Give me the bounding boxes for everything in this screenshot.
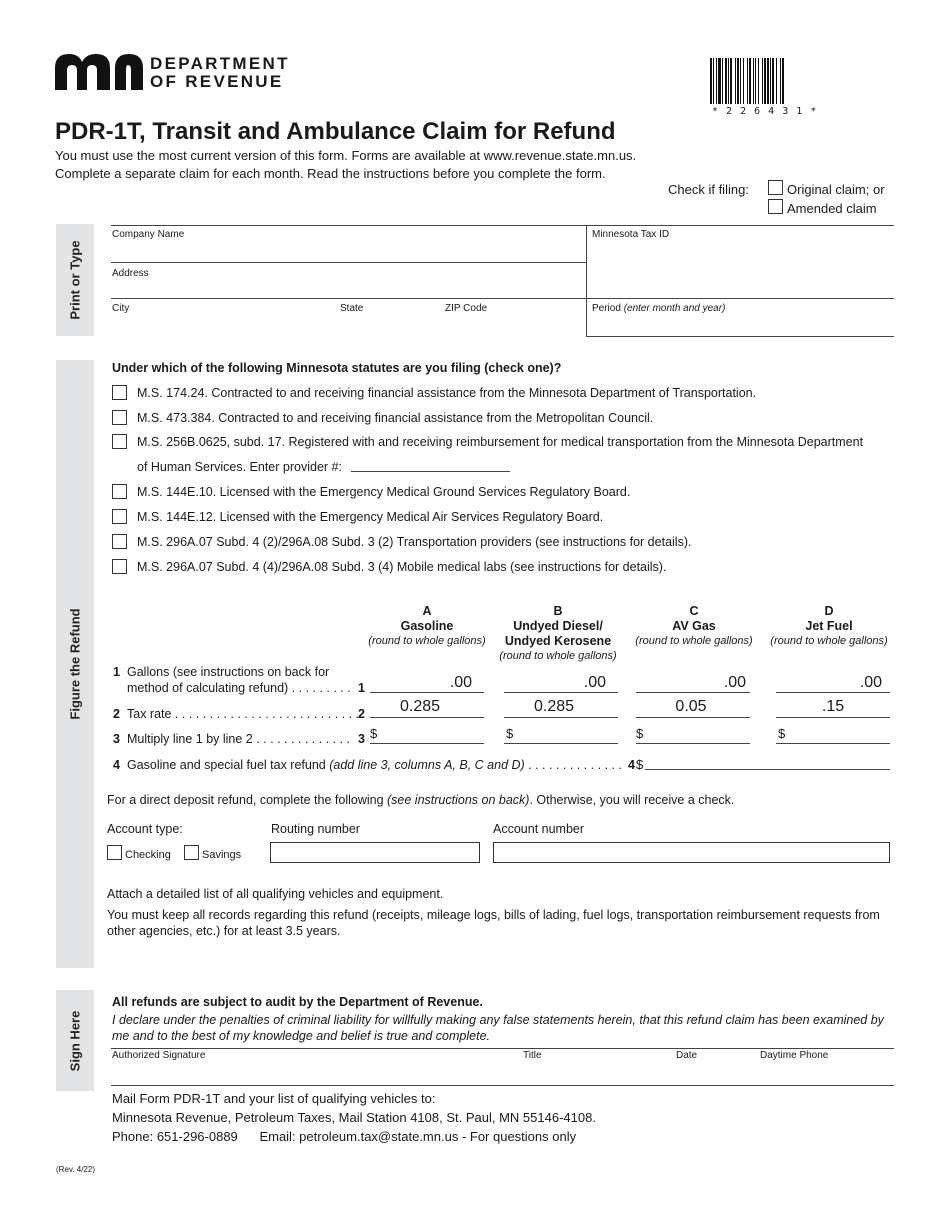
line-3-col-b-field[interactable] [504, 743, 618, 744]
line-1-col-a[interactable]: .00 [449, 674, 472, 691]
line-3-col-a-field[interactable] [370, 743, 484, 744]
revision-note: (Rev. 4/22) [56, 1165, 95, 1174]
column-hint: (round to whole gallons) [770, 635, 888, 647]
line-2-col-c-underline [636, 717, 750, 718]
routing-number-label: Routing number [271, 822, 360, 836]
sidebar-print-or-type [56, 224, 94, 336]
line-2-col-a[interactable]: 0.285 [399, 698, 441, 715]
statute-label-5: M.S. 144E.12. Licensed with the Emergency Medical Air Services Regulatory Board. [137, 510, 604, 524]
column-name: Gasoline [400, 619, 454, 633]
mail-line-3: Phone: 651-296-0889 Email: petroleum.tax@state.mn.us - For questions only [112, 1129, 577, 1144]
statute-label-6: M.S. 296A.07 Subd. 4 (2)/296A.08 Subd. 3 (2) Transportation providers (see instructions for details). [137, 535, 692, 549]
records-note: You must keep all records regarding this refund (receipts, mileage logs, bills of lading, fuel logs, transportation reimbursement requests from other agencies, etc.) for at least 3.5 years. [107, 908, 880, 938]
line-1-col-d[interactable]: .00 [859, 674, 882, 691]
line-3-col-d-field[interactable] [776, 743, 890, 744]
mn-tax-id-label: Minnesota Tax ID [592, 229, 670, 240]
line-3-col-c-field[interactable] [636, 743, 750, 744]
divider [586, 225, 587, 336]
audit-statement: All refunds are subject to audit by the Department of Revenue. [112, 995, 483, 1009]
sidebar-sign-label: Sign Here [67, 1010, 83, 1071]
attach-note: Attach a detailed list of all qualifying vehicles and equipment. [107, 887, 444, 901]
column-letter: A [422, 604, 432, 618]
check-if-filing-label: Check if filing: [668, 182, 749, 197]
mn-logo [55, 54, 145, 90]
line-4-label: 4 [628, 758, 635, 772]
line-2-col-b[interactable]: 0.285 [533, 698, 575, 715]
barcode-text: * 2 2 6 4 3 1 * [712, 106, 818, 117]
line-1-col-c-underline [636, 692, 750, 693]
line-1-label: 1 [358, 681, 365, 695]
divider [111, 225, 894, 226]
dollar-sign: $ [778, 726, 786, 741]
column-letter: D [824, 604, 834, 618]
line-1-text-b: method of calculating refund) . . . . . . . . . [127, 681, 351, 695]
statute-checkbox-7[interactable] [112, 559, 127, 574]
line-4-text [127, 758, 622, 772]
account-number-label: Account number [493, 822, 585, 836]
account-type-label: Account type: [107, 822, 183, 836]
signature-line[interactable] [111, 1085, 894, 1086]
line-4-text-b: (add line 3, columns A, B, C and D) [329, 758, 525, 772]
column-header-b [492, 604, 624, 664]
column-name-2: Undyed Kerosene [504, 634, 612, 648]
line-1-col-d-underline [776, 692, 890, 693]
original-claim-checkbox[interactable] [768, 180, 783, 195]
amended-claim-label: Amended claim [787, 201, 877, 216]
direct-deposit-intro [107, 793, 734, 807]
intro-line-2: Complete a separate claim for each month. Read the instructions before you complete the form. [55, 166, 606, 181]
savings-label: Savings [202, 849, 242, 861]
address-label: Address [112, 268, 149, 279]
line-2-col-d[interactable]: .15 [821, 698, 845, 715]
divider [586, 336, 894, 337]
state-label: State [340, 303, 364, 314]
deposit-intro-b: (see instructions on back) [387, 793, 530, 807]
logo-text-2: OF REVENUE [150, 72, 284, 91]
period-label [592, 303, 725, 314]
sidebar-figure-the-refund [56, 360, 94, 968]
divider [111, 1048, 894, 1049]
divider [111, 262, 586, 263]
line-2-col-a-underline [370, 717, 484, 718]
dollar-sign: $ [636, 726, 644, 741]
line-4-refund-field[interactable] [645, 769, 890, 770]
statute-checkbox-3[interactable] [112, 434, 127, 449]
company-name-label: Company Name [112, 229, 185, 240]
line-2-col-b-underline [504, 717, 618, 718]
line-1-col-b-underline [504, 692, 618, 693]
statute-checkbox-6[interactable] [112, 534, 127, 549]
statute-checkbox-2[interactable] [112, 410, 127, 425]
period-hint: (enter month and year) [623, 303, 726, 314]
column-name: Undyed Diesel/ [513, 619, 603, 633]
authorized-signature-label: Authorized Signature [112, 1050, 206, 1061]
statute-label-3: M.S. 256B.0625, subd. 17. Registered with and receiving reimbursement for medical transportation from the Minnesota Department [137, 435, 864, 449]
column-hint: (round to whole gallons) [368, 635, 486, 647]
zip-label: ZIP Code [445, 303, 488, 314]
line-2-col-d-underline [776, 717, 890, 718]
barcode [710, 58, 830, 108]
line-2-number: 2 [113, 707, 120, 721]
deposit-intro-a: For a direct deposit refund, complete the following [107, 793, 388, 807]
line-2-text: Tax rate . . . . . . . . . . . . . . . . . . . . . . . . . . . [127, 707, 360, 721]
line-1-number: 1 [113, 665, 120, 679]
column-hint: (round to whole gallons) [635, 635, 753, 647]
statute-label-4: M.S. 144E.10. Licensed with the Emergency Medical Ground Services Regulatory Board. [137, 485, 631, 499]
title-label: Title [523, 1050, 542, 1061]
provider-number-field[interactable] [351, 471, 510, 472]
column-header-c [628, 604, 760, 649]
savings-checkbox[interactable] [184, 845, 199, 860]
line-3-number: 3 [113, 732, 120, 746]
daytime-phone-label: Daytime Phone [760, 1050, 829, 1061]
statutes-question: Under which of the following Minnesota statutes are you filing (check one)? [112, 361, 562, 375]
line-3-label: 3 [358, 732, 365, 746]
sidebar-figure-label: Figure the Refund [67, 608, 83, 720]
column-letter: B [553, 604, 563, 618]
dollar-sign: $ [636, 757, 644, 772]
column-header-a [362, 604, 492, 649]
statute-checkbox-1[interactable] [112, 385, 127, 400]
account-number-input[interactable] [493, 842, 890, 863]
mail-line-1: Mail Form PDR-1T and your list of qualifying vehicles to: [112, 1091, 436, 1106]
line-4-dots: . . . . . . . . . . . . . . [524, 758, 622, 772]
line-1-text-a: Gallons (see instructions on back for [127, 665, 330, 679]
declaration-text: I declare under the penalties of criminal liability for willfully making any false statements herein, that this refund claim has been examined by me and to the best of my knowledge and belief is true and complete. [112, 1013, 884, 1043]
divider [111, 298, 894, 299]
routing-number-input[interactable] [270, 842, 480, 863]
deposit-intro-c: . Otherwise, you will receive a check. [529, 793, 735, 807]
checking-label: Checking [125, 849, 171, 861]
amended-claim-checkbox[interactable] [768, 199, 783, 214]
statute-label-2: M.S. 473.384. Contracted to and receiving financial assistance from the Metropolitan Council. [137, 411, 654, 425]
column-hint: (round to whole gallons) [499, 650, 617, 662]
checking-checkbox[interactable] [107, 845, 122, 860]
line-4-text-a: Gasoline and special fuel tax refund [127, 758, 330, 772]
sidebar-sign-here [56, 990, 94, 1091]
mail-line-2: Minnesota Revenue, Petroleum Taxes, Mail Station 4108, St. Paul, MN 55146-4108. [112, 1110, 596, 1125]
original-claim-label: Original claim; or [787, 182, 885, 197]
period-text: Period [592, 303, 621, 314]
sidebar-print-label: Print or Type [67, 240, 83, 320]
line-3-text: Multiply line 1 by line 2 . . . . . . . . . . . . . . [127, 732, 350, 746]
column-name: Jet Fuel [805, 619, 853, 633]
city-label: City [112, 303, 130, 314]
dollar-sign: $ [370, 726, 378, 741]
statute-label-1: M.S. 174.24. Contracted to and receiving financial assistance from the Minnesota Department of Transportation. [137, 386, 757, 400]
line-2-label: 2 [358, 707, 365, 721]
statute-checkbox-5[interactable] [112, 509, 127, 524]
logo-text-1: DEPARTMENT [150, 54, 290, 73]
dollar-sign: $ [506, 726, 514, 741]
statute-label-3-cont: of Human Services. Enter provider #: [137, 460, 342, 474]
line-4-number: 4 [113, 758, 120, 772]
line-1-col-c[interactable]: .00 [723, 674, 746, 691]
form-title: PDR-1T, Transit and Ambulance Claim for Refund [55, 118, 616, 145]
date-label: Date [676, 1050, 698, 1061]
line-2-col-c[interactable]: 0.05 [675, 698, 707, 715]
column-name: AV Gas [672, 619, 716, 633]
intro-line-1: You must use the most current version of this form. Forms are available at www.revenue.state.mn.us. [55, 148, 637, 163]
column-letter: C [689, 604, 699, 618]
line-1-col-b[interactable]: .00 [583, 674, 606, 691]
line-1-col-a-underline [370, 692, 484, 693]
statute-label-7: M.S. 296A.07 Subd. 4 (4)/296A.08 Subd. 3 (4) Mobile medical labs (see instructions for details). [137, 560, 667, 574]
statute-checkbox-4[interactable] [112, 484, 127, 499]
column-header-d [763, 604, 895, 649]
